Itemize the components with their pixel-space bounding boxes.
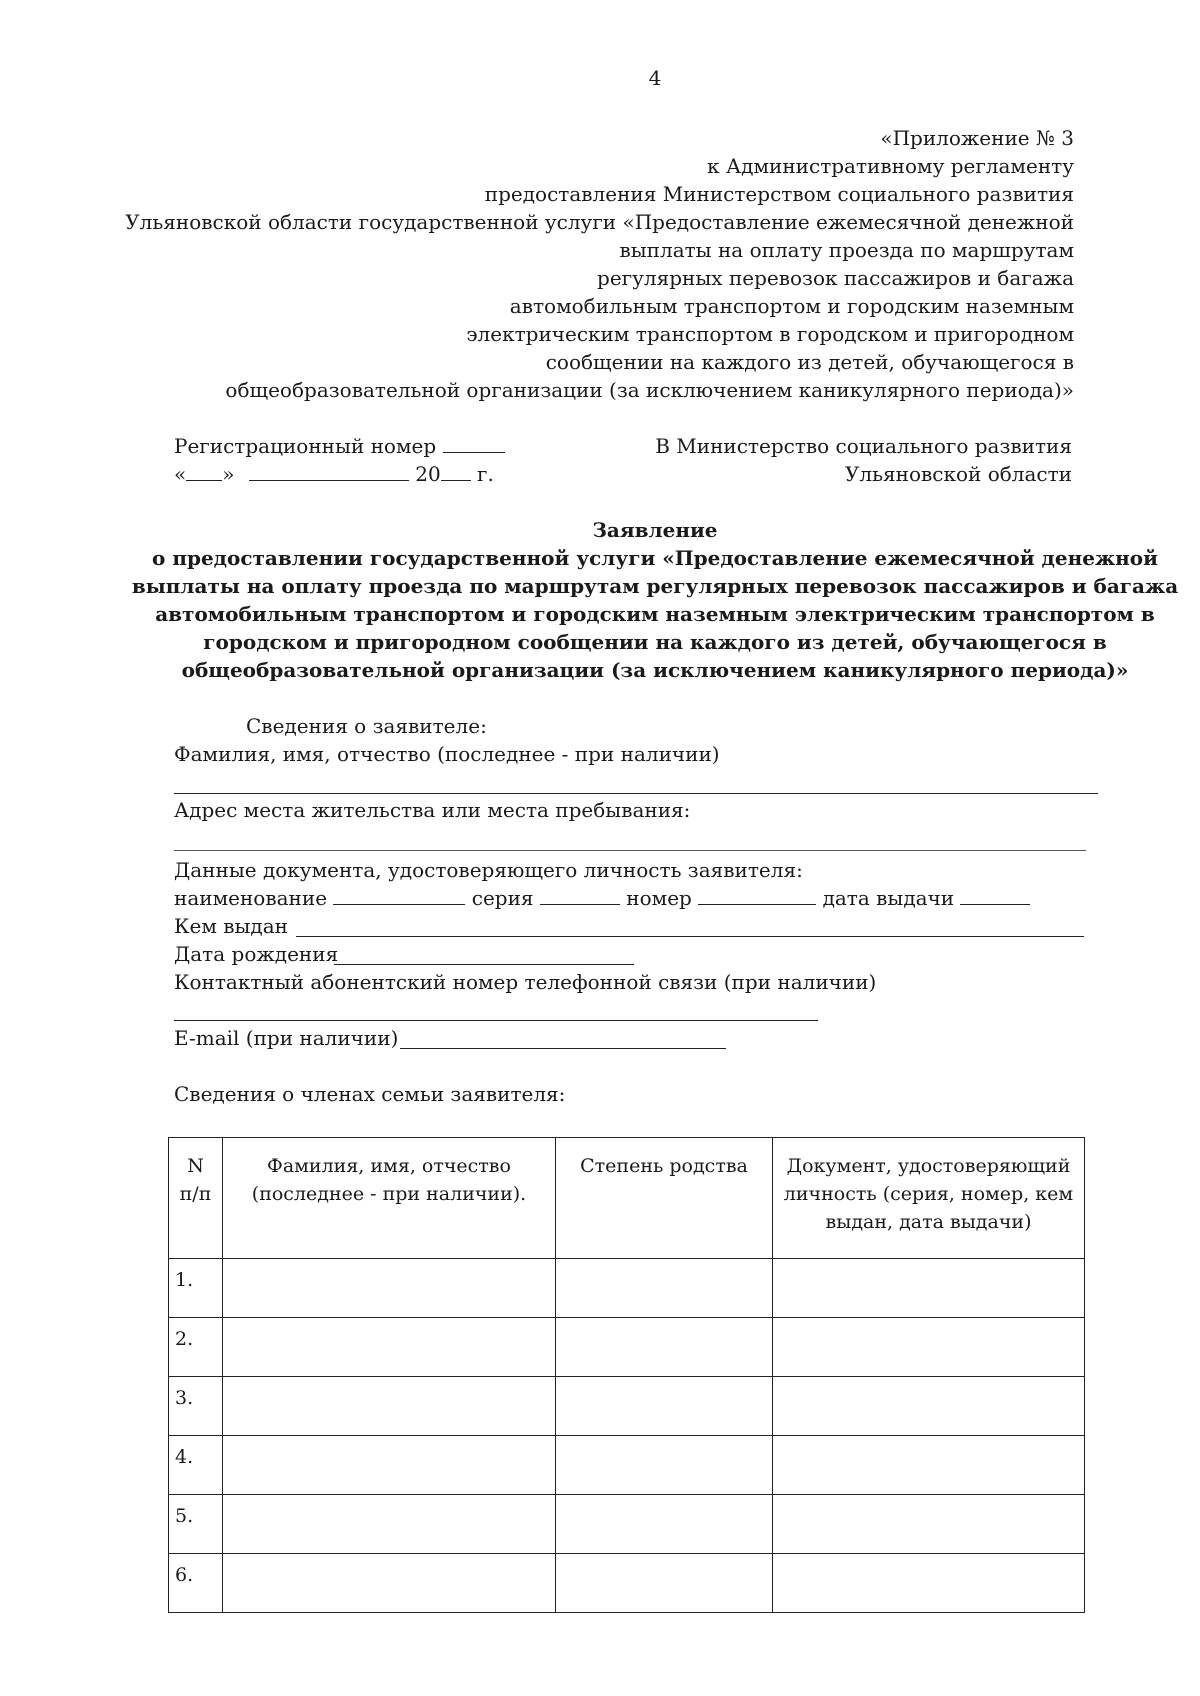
- table-header-row: [169, 1138, 1085, 1259]
- column-header-document: [773, 1138, 1085, 1259]
- document-cell[interactable]: [773, 1436, 1085, 1495]
- registration-date: [174, 462, 494, 486]
- doc-name-label: наименование: [174, 886, 328, 910]
- fio-field[interactable]: [174, 793, 1098, 794]
- title-line: общеобразовательной организации (за исключением каникулярного периода)»: [181, 658, 1129, 682]
- table-row: [169, 1436, 1085, 1495]
- doc-series-label: серия: [471, 886, 534, 910]
- header-num-line2: п/п: [179, 1183, 212, 1205]
- birth-date-label: Дата рождения: [174, 942, 339, 966]
- column-header-number: [169, 1138, 223, 1259]
- document-details-row: [174, 886, 1030, 910]
- email-label: E-mail (при наличии): [174, 1026, 399, 1050]
- appendix-line: регулярных перевозок пассажиров и багажа: [597, 266, 1074, 290]
- fio-cell[interactable]: [223, 1259, 556, 1318]
- row-number: 3.: [169, 1377, 223, 1436]
- addressee-line: Ульяновской области: [844, 462, 1072, 486]
- header-num-line1: N: [187, 1155, 204, 1177]
- title-line: городском и пригородном сообщении на каждого из детей, обучающегося в: [203, 630, 1107, 654]
- issued-by-row: [174, 914, 288, 938]
- registration-label: Регистрационный номер: [174, 434, 437, 458]
- phone-label: Контактный абонентский номер телефонной связи (при наличии): [174, 970, 877, 994]
- year-suffix: г.: [477, 462, 494, 486]
- title-line: о предоставлении государственной услуги «Предоставление ежемесячной денежной: [152, 546, 1158, 570]
- relation-cell[interactable]: [556, 1259, 773, 1318]
- row-number: 6.: [169, 1554, 223, 1613]
- quote-close: »: [222, 462, 235, 486]
- appendix-line: общеобразовательной организации (за исключением каникулярного периода)»: [225, 378, 1074, 402]
- fio-cell[interactable]: [223, 1436, 556, 1495]
- header-doc-line1: Документ, удостоверяющий: [786, 1155, 1071, 1177]
- relation-cell[interactable]: [556, 1377, 773, 1436]
- year-prefix: 20: [415, 462, 441, 486]
- page-number: 4: [648, 66, 662, 90]
- relation-cell[interactable]: [556, 1554, 773, 1613]
- document-cell[interactable]: [773, 1377, 1085, 1436]
- document-title: Заявление: [592, 518, 718, 542]
- appendix-line: Ульяновской области государственной услуги «Предоставление ежемесячной денежной: [125, 210, 1074, 234]
- family-table: [168, 1137, 1085, 1613]
- family-section-label: Сведения о членах семьи заявителя:: [174, 1082, 566, 1106]
- issued-by-field[interactable]: [296, 936, 1084, 937]
- fio-cell[interactable]: [223, 1495, 556, 1554]
- appendix-line: сообщении на каждого из детей, обучающегося в: [545, 350, 1074, 374]
- address-field[interactable]: [174, 850, 1086, 851]
- column-header-relation: [556, 1138, 773, 1259]
- fio-cell[interactable]: [223, 1377, 556, 1436]
- applicant-section-label: Сведения о заявителе:: [246, 714, 487, 738]
- table-row: [169, 1495, 1085, 1554]
- appendix-line: предоставления Министерством социального развития: [484, 182, 1074, 206]
- column-header-fio: [223, 1138, 556, 1259]
- doc-date-field[interactable]: [960, 886, 1030, 905]
- header-relation: Степень родства: [580, 1155, 748, 1177]
- appendix-line: электрическим транспортом в городском и пригородном: [466, 322, 1074, 346]
- registration-number: [174, 434, 505, 458]
- table-row: [169, 1377, 1085, 1436]
- email-field[interactable]: [400, 1048, 726, 1049]
- relation-cell[interactable]: [556, 1495, 773, 1554]
- document-cell[interactable]: [773, 1554, 1085, 1613]
- header-doc-line3: выдан, дата выдачи): [825, 1211, 1032, 1233]
- fio-cell[interactable]: [223, 1554, 556, 1613]
- table-row: [169, 1318, 1085, 1377]
- address-label: Адрес места жительства или места пребывания:: [174, 798, 691, 822]
- doc-series-field[interactable]: [540, 886, 620, 905]
- year-field[interactable]: [441, 462, 471, 481]
- document-label: Данные документа, удостоверяющего личность заявителя:: [174, 858, 803, 882]
- row-number: 4.: [169, 1436, 223, 1495]
- row-number: 5.: [169, 1495, 223, 1554]
- header-fio-line1: Фамилия, имя, отчество: [267, 1155, 511, 1177]
- registration-number-field[interactable]: [443, 434, 505, 453]
- month-field[interactable]: [249, 462, 409, 481]
- quote-open: «: [174, 462, 187, 486]
- fio-label: Фамилия, имя, отчество (последнее - при наличии): [174, 742, 720, 766]
- header-doc-line2: личность (серия, номер, кем: [783, 1183, 1074, 1205]
- doc-name-field[interactable]: [333, 886, 465, 905]
- doc-date-label: дата выдачи: [822, 886, 955, 910]
- fio-cell[interactable]: [223, 1318, 556, 1377]
- document-cell[interactable]: [773, 1318, 1085, 1377]
- addressee-line: В Министерство социального развития: [655, 434, 1072, 458]
- appendix-line: выплаты на оплату проезда по маршрутам: [619, 238, 1074, 262]
- table-row: [169, 1554, 1085, 1613]
- appendix-line: автомобильным транспортом и городским наземным: [509, 294, 1074, 318]
- doc-number-label: номер: [626, 886, 692, 910]
- appendix-line: к Административному регламенту: [707, 154, 1074, 178]
- table-row: [169, 1259, 1085, 1318]
- issued-by-label: Кем выдан: [174, 914, 288, 938]
- appendix-line: «Приложение № 3: [880, 126, 1074, 150]
- header-fio-line2: (последнее - при наличии).: [251, 1183, 527, 1205]
- phone-field[interactable]: [174, 1020, 818, 1021]
- relation-cell[interactable]: [556, 1318, 773, 1377]
- day-field[interactable]: [186, 462, 222, 481]
- title-line: выплаты на оплату проезда по маршрутам регулярных перевозок пассажиров и багажа: [131, 574, 1179, 598]
- doc-number-field[interactable]: [698, 886, 816, 905]
- document-cell[interactable]: [773, 1495, 1085, 1554]
- birth-date-field[interactable]: [334, 964, 634, 965]
- row-number: 2.: [169, 1318, 223, 1377]
- document-cell[interactable]: [773, 1259, 1085, 1318]
- relation-cell[interactable]: [556, 1436, 773, 1495]
- title-line: автомобильным транспортом и городским наземным электрическим транспортом в: [155, 602, 1155, 626]
- row-number: 1.: [169, 1259, 223, 1318]
